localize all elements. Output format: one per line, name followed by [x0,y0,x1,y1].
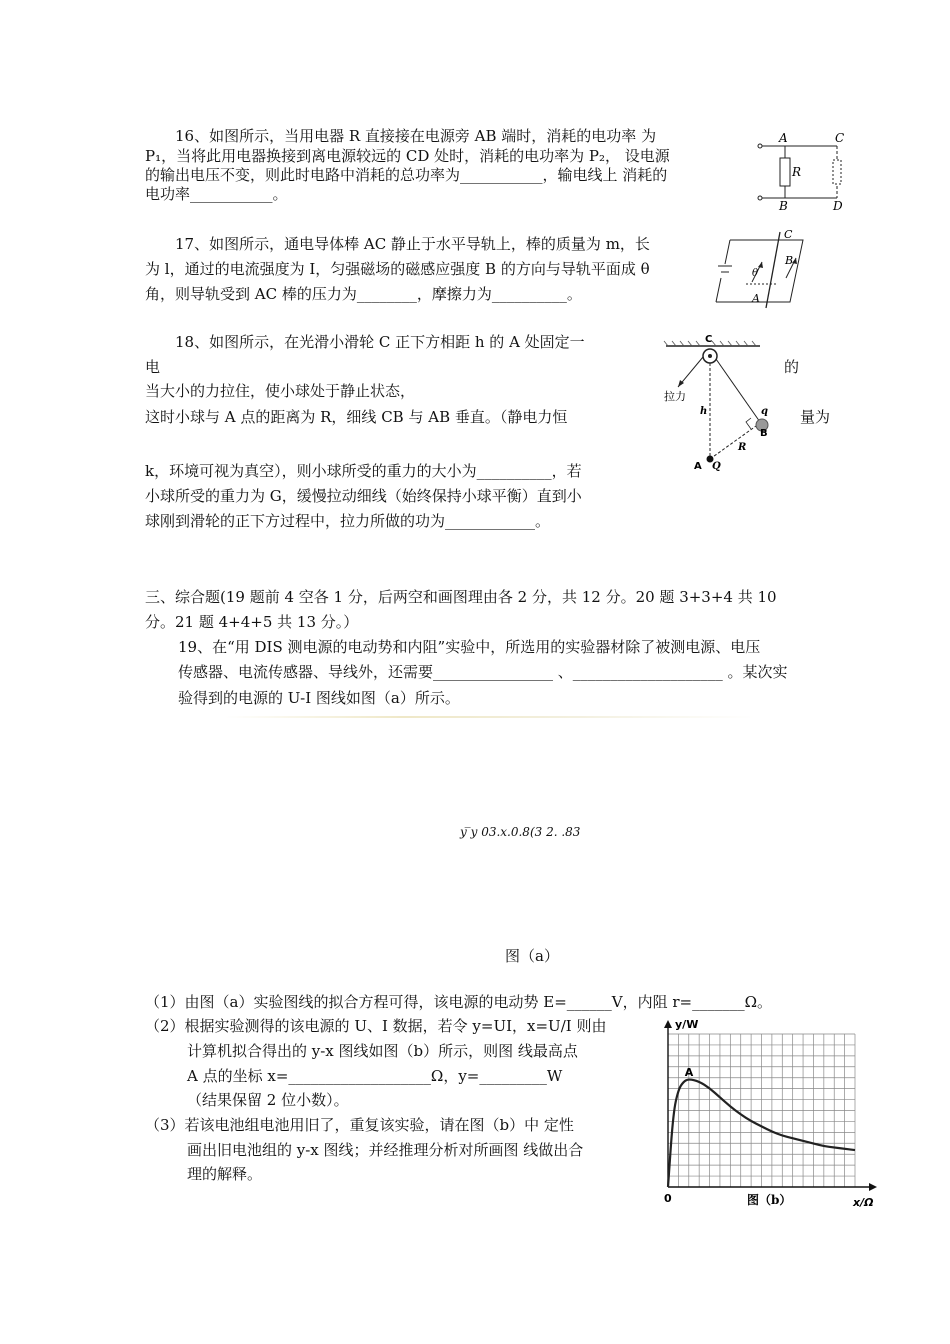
q18-line-1: 18、如图所示，在光滑小滑轮 C 正下方相距 h 的 A 处固定一 [175,333,585,351]
label-b: B [760,428,768,439]
label-a: A [752,292,760,305]
q19-part-2-line-4: （结果保留 2 位小数）。 [187,1091,349,1109]
q17-line-2: 为 l，通过的电流强度为 I，匀强磁场的磁感应强度 B 的方向与导轨平面成 θ [145,260,650,278]
y-axis-arrow-icon [664,1020,672,1028]
section3-line-1: 三、综合题(19 题前 4 空各 1 分，后两空和画图理由各 2 分，共 12 分。20 题 3+3+4 共 10 [145,588,777,606]
x-axis-arrow-icon [869,1183,877,1191]
chart-title: 图（b） [747,1193,792,1207]
figure-a-equation: y ̅y 03.x.0.8(3 2. .83 [460,825,581,839]
label-h: h [700,406,708,417]
label-pull: 拉力 [664,390,686,403]
label-a: A [779,131,788,145]
q19-part-3-line-3: 理的解释。 [187,1165,263,1183]
q18-line-3: 当大小的力拉住，使小球处于静止状态， [145,382,416,400]
label-a: A [694,461,702,472]
label-theta: θ [752,268,759,279]
q18-line-7: 球刚到滑轮的正下方过程中，拉力所做的功为____________。 [145,512,551,530]
q18-line-2: 电 [145,358,161,376]
q19-part-3-line-1: （3）若该电池组电池用旧了，重复该实验，请在图（b）中 定性 [145,1116,574,1134]
q18-line-4-right: 量为 [800,408,831,426]
section3-line-2: 分。21 题 4+4+5 共 13 分。） [145,613,359,631]
peak-a-label: A [684,1065,694,1079]
q16-circuit-figure [755,130,855,215]
q18-line-4: 这时小球与 A 点的距离为 R，细线 CB 与 AB 垂直。（静电力恒 [145,408,568,426]
x-axis-label: x/Ω [853,1196,874,1209]
q16-line-4: 电功率___________。 [145,185,288,203]
q19-line-2: 传感器、电流传感器、导线外，还需要________________ 、____________________ 。某次实 [178,663,788,681]
q19-part-3-line-2: 画出旧电池组的 y-x 图线；并经推理分析对所画图 线做出合 [187,1141,584,1159]
label-b: B [779,199,788,213]
q17-line-1: 17、如图所示，通电导体棒 AC 静止于水平导轨上，棒的质量为 m，长 [175,235,650,253]
q18-line-6: 小球所受的重力为 G，缓慢拉动细线（始终保持小球平衡）直到小 [145,487,582,505]
label-r: R [738,442,747,453]
chart-grid [668,1034,855,1187]
label-d: D [833,199,843,213]
label-q: q [761,406,768,417]
origin-label: 0 [664,1192,672,1205]
q19-part-1: （1）由图（a）实验图线的拟合方程可得，该电源的电动势 E=______V，内阻 r=_______Ω。 [145,993,773,1011]
q19-part-2-line-1: （2）根据实验测得的该电源的 U、I 数据，若令 y=UI，x=U/I 则由 [145,1017,607,1035]
q17-rail-figure [708,226,808,310]
q18-line-2-right: 的 [784,358,800,376]
q17-line-3: 角，则导轨受到 AC 棒的压力为________，摩擦力为__________。 [145,285,582,303]
q16-line-2: P₁，当将此用电器换接到离电源较远的 CD 处时，消耗的电功率为 P₂， 设电源 [145,147,670,165]
figure-a-caption: 图（a） [505,947,559,965]
label-c: C [784,228,793,241]
label-r: R [792,165,802,179]
q16-line-3: 的输出电压不变，则此时电路中消耗的总功率为___________，输电线上 消耗的 [145,166,668,184]
label-c: C [835,131,845,145]
q19-part-2-line-3: A 点的坐标 x=___________________Ω，y=_________W [187,1067,563,1085]
label-b: B [785,254,794,267]
resistor-r [780,158,790,186]
q19-part-2-line-2: 计算机拟合得出的 y-x 图线如图（b）所示，则图 线最高点 [187,1042,578,1060]
y-axis-label: y/W [675,1018,699,1031]
label-q-charge: Q [712,461,721,472]
q18-line-5: k，环境可视为真空），则小球所受的重力的大小为__________，若 [145,462,582,480]
q16-line-1: 16、如图所示，当用电器 R 直接接在电源旁 AB 端时，消耗的电功率 为 [175,127,657,145]
figure-a-residue [225,716,755,718]
label-c: C [705,334,713,345]
y-x-chart [655,1012,880,1212]
q18-pulley-figure [660,332,770,472]
q19-line-1: 19、在“用 DIS 测电源的电动势和内阻”实验中，所选用的实验器材除了被测电源、电压 [178,638,761,656]
q19-line-3: 验得到的电源的 U-I 图线如图（a）所示。 [178,689,460,707]
